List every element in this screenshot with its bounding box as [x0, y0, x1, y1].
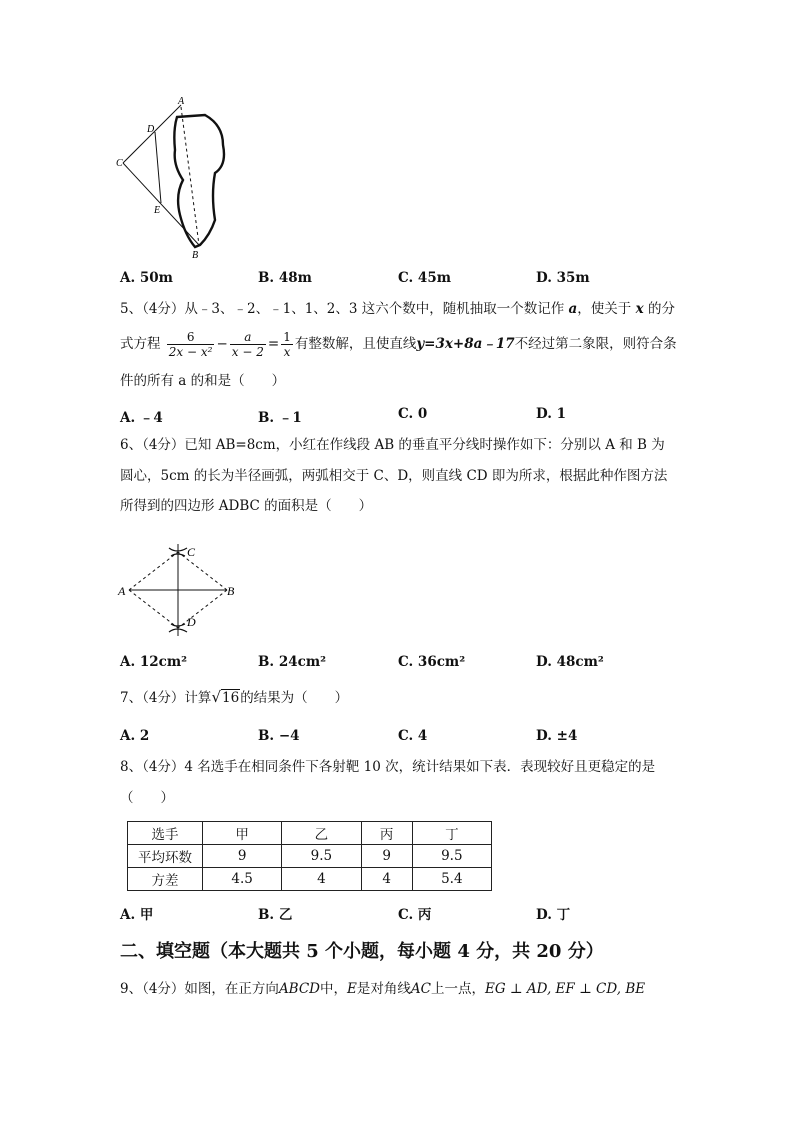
q8-line1: 8、（4分）4 名选手在相同条件下各射靶 10 次，统计结果如下表．表现较好且更稳定的是	[120, 759, 656, 775]
table-cell: 乙	[282, 822, 361, 845]
table-cell: 9.5	[412, 845, 491, 868]
q5-line1: 5、（4分）从﹣3、﹣2、﹣1、1、2、3 这六个数中，随机抽取一个数记作 a，使关于 x 的分	[120, 301, 675, 317]
label-c: C	[116, 158, 123, 169]
fraction-3: $\frac{1}{x}$	[283, 330, 291, 359]
table-header-row	[128, 822, 492, 845]
q7-option-a[interactable]: A. 2	[120, 728, 150, 744]
section-heading: 二、填空题（本大题共 5 个小题，每小题 4 分，共 20 分）	[120, 941, 604, 962]
table-cell: 5.4	[412, 868, 491, 891]
table-cell: 丁	[412, 822, 491, 845]
q5-line3: 件的所有 a 的和是（ ）	[120, 373, 286, 389]
dash-bd	[178, 590, 227, 628]
sqrt-radicand: 16	[222, 690, 240, 706]
q6-option-b[interactable]: B. 24cm²	[258, 654, 327, 670]
q9-line: 9、（4分）如图，在正方向ABCD中，E是对角线AC上一点，EG ⊥ AD, EF ⊥ CD, BE	[120, 981, 646, 997]
q5-line2: 式方程 $\frac{6}{\text{2x − x²}}$ − $\frac{a}{x - 2}$ = $\frac{1}{x}$ 有整数解，且使直线y=3x+8a﹣17不经过第二象限，则符合条	[120, 330, 677, 359]
table-cell: 平均环数	[128, 845, 203, 868]
q6-line1: 6、（4分）已知 AB=8cm，小红在作线段 AB 的垂直平分线时操作如下：分别以 A 和 B 为	[120, 437, 665, 453]
q6-option-a[interactable]: A. 12cm²	[120, 654, 188, 670]
q5-option-d[interactable]: D. 1	[536, 406, 567, 422]
label-a: A	[178, 96, 185, 107]
table-cell: 选手	[128, 822, 203, 845]
dash-ad	[129, 590, 178, 628]
table-row	[128, 868, 492, 891]
q7-line: 7、（4分）计算√16的结果为（ ）	[120, 688, 349, 706]
q4-option-d[interactable]: D. 35m	[536, 270, 590, 286]
q7-option-b[interactable]: B. −4	[258, 728, 300, 744]
q8-option-a[interactable]: A. 甲	[120, 907, 154, 923]
line-cb	[123, 163, 199, 245]
fraction-1: $\frac{6}{\text{2x − x²}}$	[168, 330, 213, 359]
q6-line2: 圆心，5cm 的长为半径画弧，两弧相交于 C、D，则直线 CD 即为所求，根据此种作图方法	[120, 468, 668, 484]
label-d: D	[147, 124, 155, 135]
q6-option-d[interactable]: D. 48cm²	[536, 654, 604, 670]
q4-option-c[interactable]: C. 45m	[398, 270, 451, 286]
shooting-results-table	[127, 821, 492, 891]
dash-bc	[178, 552, 227, 590]
sqrt-symbol: √	[211, 688, 221, 706]
table-cell: 4.5	[203, 868, 282, 891]
q5-option-c[interactable]: C. 0	[398, 406, 428, 422]
fraction-2: $\frac{a}{x - 2}$	[231, 330, 264, 359]
dash-ac	[129, 552, 178, 590]
label-e: E	[154, 205, 161, 216]
q5-option-b[interactable]: B. ﹣1	[258, 410, 302, 426]
perpendicular-bisector-figure	[115, 540, 245, 640]
q5-option-a[interactable]: A. ﹣4	[120, 410, 163, 426]
q8-option-d[interactable]: D. 丁	[536, 907, 571, 923]
table-cell: 甲	[203, 822, 282, 845]
q8-option-c[interactable]: C. 丙	[398, 907, 432, 923]
table-cell: 丙	[361, 822, 412, 845]
pond-figure	[115, 95, 240, 260]
line-de	[155, 132, 161, 203]
table-cell: 方差	[128, 868, 203, 891]
q4-option-b[interactable]: B. 48m	[258, 270, 312, 286]
label-c: C	[187, 545, 196, 559]
table-cell: 9	[203, 845, 282, 868]
label-b: B	[192, 250, 199, 260]
q8-line2: （ ）	[120, 790, 174, 806]
q4-option-a[interactable]: A. 50m	[120, 270, 173, 286]
table-cell: 9.5	[282, 845, 361, 868]
q6-line3: 所得到的四边形 ADBC 的面积是（ ）	[120, 498, 373, 514]
pond-outline	[174, 115, 224, 247]
table-row	[128, 845, 492, 868]
label-d: D	[187, 615, 196, 629]
label-b: B	[227, 584, 235, 598]
table-cell: 9	[361, 845, 412, 868]
q8-option-b[interactable]: B. 乙	[258, 907, 293, 923]
q7-option-d[interactable]: D. ±4	[536, 728, 578, 744]
q6-option-c[interactable]: C. 36cm²	[398, 654, 466, 670]
table-cell: 4	[282, 868, 361, 891]
label-a: A	[118, 584, 126, 598]
table-cell: 4	[361, 868, 412, 891]
q7-option-c[interactable]: C. 4	[398, 728, 428, 744]
